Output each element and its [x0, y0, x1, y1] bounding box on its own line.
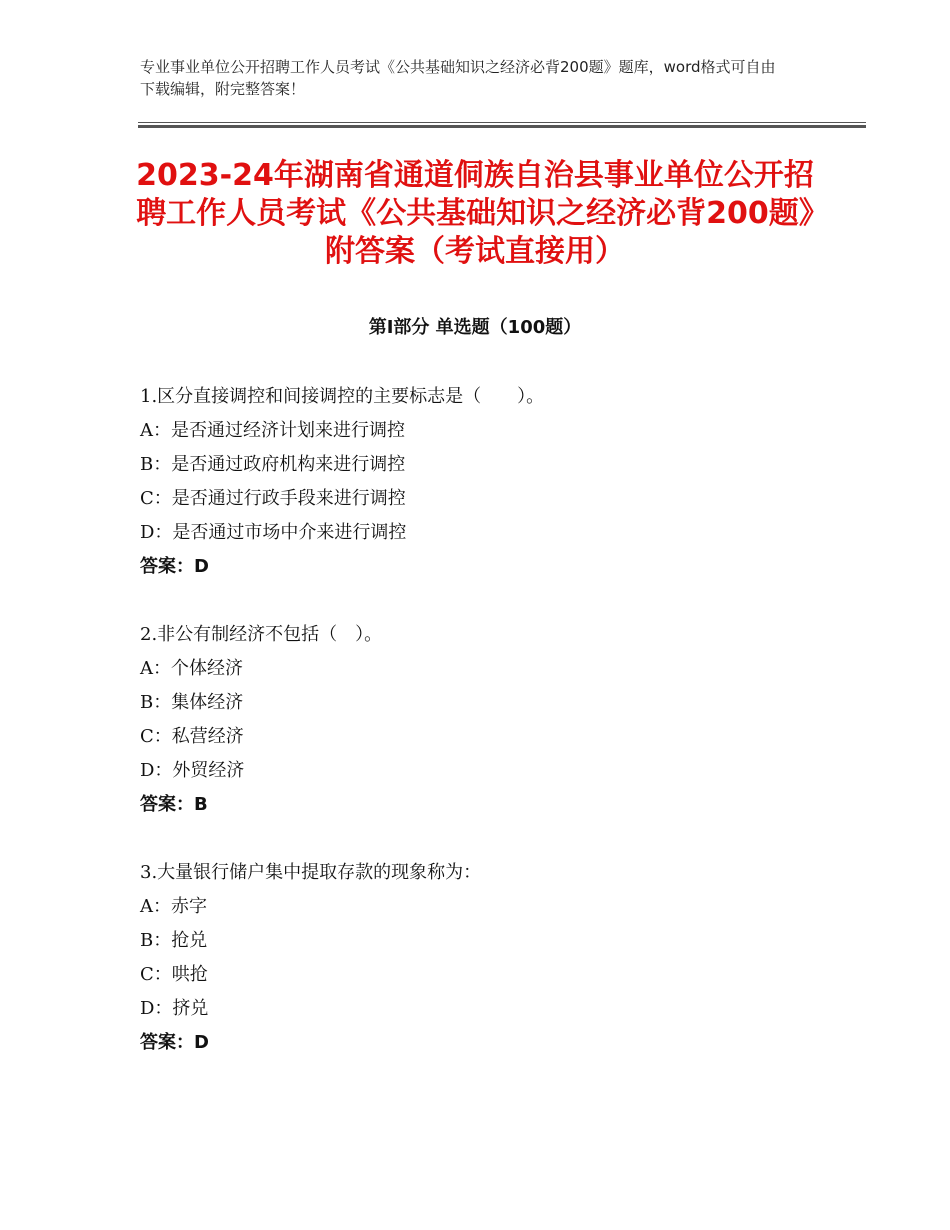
header-divider-thick	[138, 125, 866, 128]
question-stem: 2.非公有制经济不包括（ ）。	[140, 624, 383, 645]
document-header-note: 专业事业单位公开招聘工作人员考试《公共基础知识之经济必背200题》题库，word格式可自由下载编辑，附完整答案！	[140, 58, 776, 98]
question-stem: 3.大量银行储户集中提取存款的现象称为：	[140, 862, 482, 883]
question-1	[140, 380, 830, 584]
question-list	[140, 380, 830, 1094]
question-2	[140, 618, 830, 822]
option-c: C：哄抢	[140, 964, 208, 985]
answer-line: 答案：D	[140, 556, 209, 577]
answer-line: 答案：B	[140, 794, 208, 815]
header-divider-thin	[138, 122, 866, 123]
section-title: 第Ⅰ部分 单选题（100题）	[368, 317, 582, 338]
question-stem: 1.区分直接调控和间接调控的主要标志是（ ）。	[140, 386, 545, 407]
option-d: D：外贸经济	[140, 760, 245, 781]
option-b: B：是否通过政府机构来进行调控	[140, 454, 406, 475]
option-c: C：私营经济	[140, 726, 244, 747]
option-a: A：是否通过经济计划来进行调控	[140, 420, 405, 441]
question-3	[140, 856, 830, 1060]
option-c: C：是否通过行政手段来进行调控	[140, 488, 406, 509]
answer-line: 答案：D	[140, 1032, 209, 1053]
option-b: B：集体经济	[140, 692, 244, 713]
document-title: 2023-24年湖南省通道侗族自治县事业单位公开招聘工作人员考试《公共基础知识之经济必背200题》附答案（考试直接用）	[136, 158, 814, 269]
option-a: A：赤字	[140, 896, 207, 917]
option-b: B：抢兑	[140, 930, 208, 951]
option-d: D：是否通过市场中介来进行调控	[140, 522, 407, 543]
option-d: D：挤兑	[140, 998, 209, 1019]
option-a: A：个体经济	[140, 658, 243, 679]
